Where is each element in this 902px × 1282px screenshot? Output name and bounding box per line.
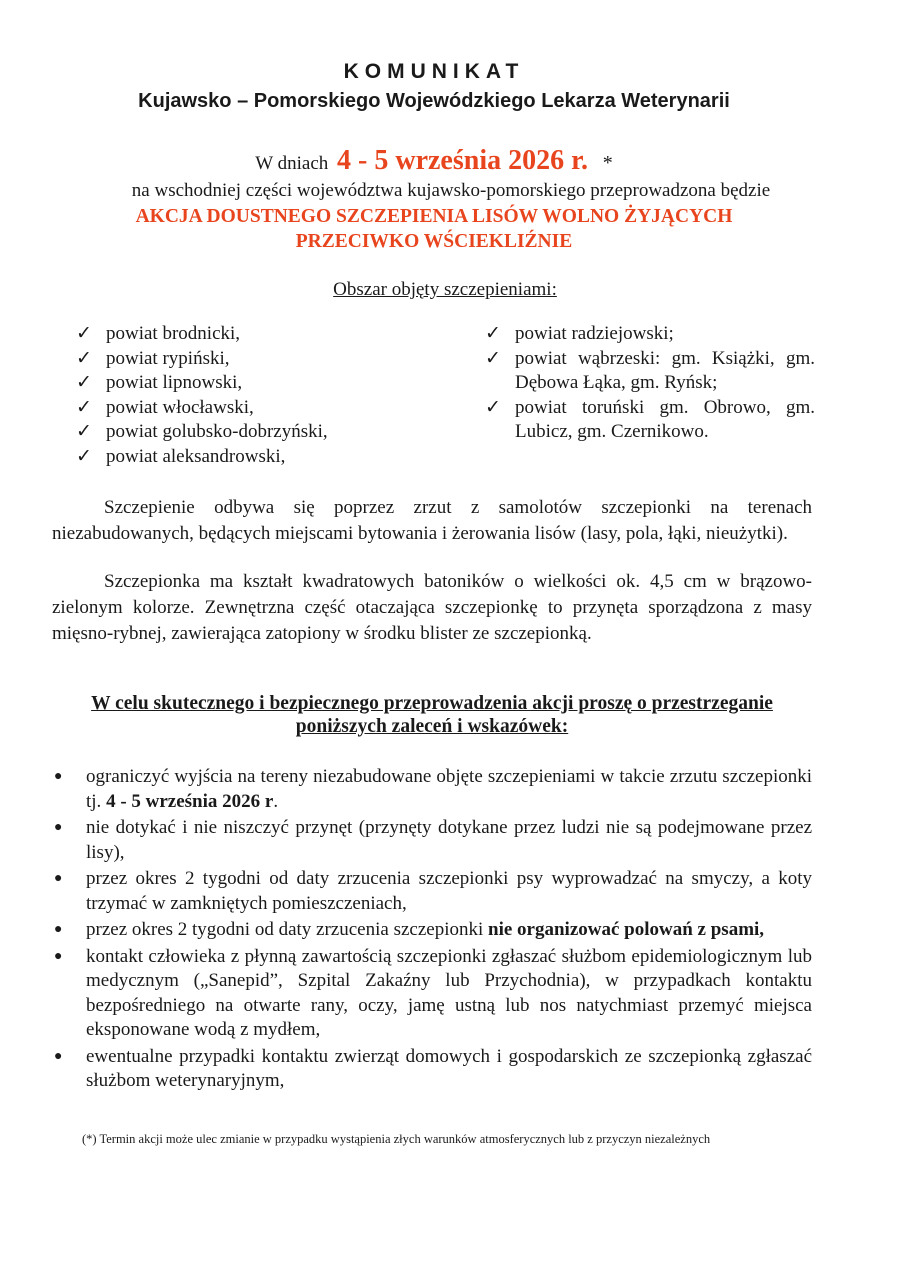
check-icon: ✓ bbox=[485, 323, 501, 344]
check-icon: ✓ bbox=[76, 372, 92, 393]
bullet-icon: ● bbox=[54, 948, 63, 964]
check-icon: ✓ bbox=[76, 347, 92, 369]
list-item-text: powiat włocławski, bbox=[106, 396, 254, 418]
bullet-text: przez okres 2 tygodni od daty zrzucenia szczepionki bbox=[86, 919, 489, 940]
list-item bbox=[76, 420, 466, 445]
bullet-text: nie dotykać i nie niszczyć przynęt (przynęty dotykane przez ludzi nie są podejmowane przez lisy), bbox=[86, 817, 812, 863]
list-item-text: powiat aleksandrowski, bbox=[106, 445, 286, 467]
recommendations-list bbox=[52, 765, 812, 1096]
dates-line bbox=[0, 145, 868, 177]
action-title bbox=[0, 204, 868, 254]
list-item bbox=[76, 371, 466, 396]
action-title-line2: PRZECIWKO WŚCIEKLIŹNIE bbox=[295, 231, 573, 252]
list-item bbox=[52, 765, 812, 814]
list-item bbox=[76, 396, 466, 421]
check-icon: ✓ bbox=[76, 445, 92, 467]
bullet-icon: ● bbox=[54, 1048, 63, 1064]
bullet-icon: ● bbox=[54, 871, 63, 886]
list-item bbox=[76, 347, 466, 372]
list-item-text: powiat toruński gm. Obrowo, gm. Lubicz, gm. Czernikowo. bbox=[515, 396, 815, 442]
bullet-icon: ● bbox=[54, 769, 63, 784]
check-icon: ✓ bbox=[76, 323, 92, 344]
list-item bbox=[52, 816, 812, 865]
recommendations-heading-line2: poniższych zaleceń i wskazówek: bbox=[295, 716, 569, 737]
bullet-text: ograniczyć wyjścia na tereny niezabudowane objęte szczepieniami w takcie zrzutu szczepionki tj. bbox=[86, 766, 812, 812]
dates-asterisk: * bbox=[602, 152, 613, 174]
area-list-right bbox=[485, 322, 815, 445]
recommendations-heading-line1: W celu skutecznego i bezpiecznego przeprowadzenia akcji proszę o przestrzeganie bbox=[91, 693, 773, 714]
list-item bbox=[485, 347, 815, 396]
list-item bbox=[52, 945, 812, 1043]
document-subtitle: Kujawsko – Pomorskiego Wojewódzkiego Lekarza Weterynarii bbox=[138, 90, 730, 112]
check-icon: ✓ bbox=[485, 347, 501, 369]
list-item-text: powiat brodnicki, bbox=[106, 323, 241, 344]
bullet-text: przez okres 2 tygodni od daty zrzucenia szczepionki psy wyprowadzać na smyczy, a koty trzymać w zamkniętych pomieszczeniach, bbox=[86, 868, 812, 914]
list-item bbox=[76, 445, 466, 470]
bullet-icon: ● bbox=[54, 922, 63, 937]
list-item bbox=[52, 918, 812, 943]
list-item bbox=[76, 322, 466, 347]
dates-range: 4 - 5 września 2026 r. bbox=[337, 145, 588, 176]
bullet-tail: . bbox=[273, 790, 279, 812]
bullet-text: ewentualne przypadki kontaktu zwierząt domowych i gospodarskich ze szczepionką zgłaszać służbom weterynaryjnym, bbox=[86, 1045, 812, 1091]
list-item-text: powiat lipnowski, bbox=[106, 372, 243, 393]
bullet-bold-text: nie organizować polowań z psami, bbox=[488, 919, 765, 940]
list-item bbox=[485, 322, 815, 347]
footnote: (*) Termin akcji może ulec zmianie w przypadku wystąpienia złych warunków atmosferycznych lub z przyczyn niezależnych bbox=[82, 1132, 711, 1146]
area-list-left bbox=[76, 322, 466, 469]
list-item bbox=[52, 867, 812, 916]
list-item-text: powiat wąbrzeski: gm. Książki, gm. Dębowa Łąka, gm. Ryńsk; bbox=[515, 347, 815, 393]
action-title-line1: AKCJA DOUSTNEGO SZCZEPIENIA LISÓW WOLNO ŻYJĄCYCH bbox=[135, 206, 733, 227]
bullet-bold-text: 4 - 5 września 2026 r bbox=[106, 790, 274, 812]
paragraph-text: Szczepionka ma kształt kwadratowych batoników o wielkości ok. 4,5 cm w brązowo-zielonym kolorze. Zewnętrzna część otaczająca szczepionkę to przynęta sporządzona z masy mięsno-rybnej, zawierająca zatopiony w środku blister ze szczepionką. bbox=[52, 571, 812, 644]
dates-prefix: W dniach bbox=[255, 153, 329, 174]
intro-text: na wschodniej części województwa kujawsko-pomorskiego przeprowadzona będzie bbox=[131, 180, 771, 201]
check-icon: ✓ bbox=[76, 396, 92, 418]
document-title: KOMUNIKAT bbox=[343, 60, 525, 83]
paragraph-vaccine-description bbox=[52, 569, 812, 647]
check-icon: ✓ bbox=[76, 421, 92, 442]
bullet-icon: ● bbox=[54, 820, 63, 835]
list-item-text: powiat rypiński, bbox=[106, 347, 230, 369]
list-item-text: powiat golubsko-dobrzyński, bbox=[106, 421, 328, 442]
area-heading: Obszar objęty szczepieniami: bbox=[333, 279, 557, 300]
paragraph-vaccination-method bbox=[52, 495, 812, 547]
check-icon: ✓ bbox=[485, 396, 501, 418]
list-item bbox=[485, 396, 815, 445]
list-item-text: powiat radziejowski; bbox=[515, 323, 674, 344]
recommendations-heading bbox=[52, 692, 812, 738]
paragraph-text: Szczepienie odbywa się poprzez zrzut z samolotów szczepionki na terenach niezabudowanych, będących miejscami bytowania i żerowania lisów (lasy, pola, łąki, nieużytki). bbox=[52, 497, 812, 544]
list-item bbox=[52, 1045, 812, 1094]
bullet-text: kontakt człowieka z płynną zawartością szczepionki zgłaszać służbom epidemiologicznym lub medycznym („Sanepid”, Szpital Zakaźny lub Przychodnia), w przypadkach kontaktu bezpośredniego na otwarte rany, oczy, jamę ustną lub nos natychmiast przemyć miejsca eksponowane wodą z mydłem, bbox=[86, 945, 812, 1040]
